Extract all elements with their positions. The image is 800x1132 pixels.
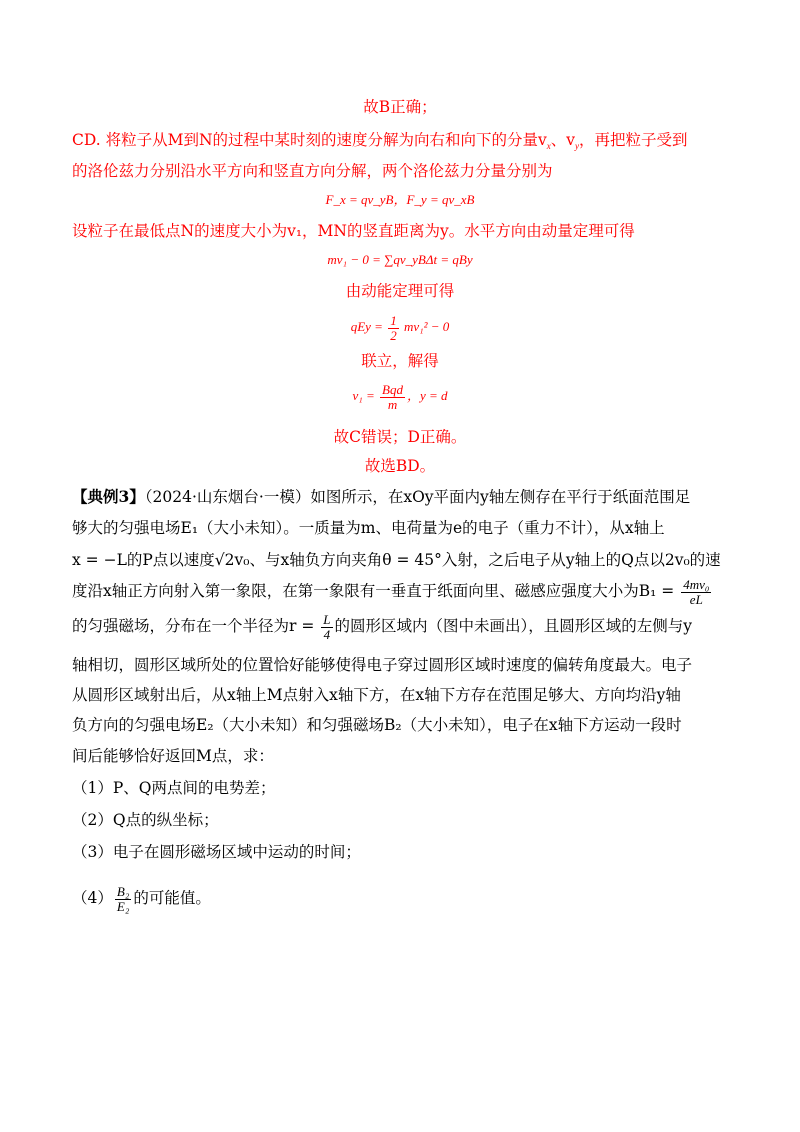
example-line4: 度沿x轴正方向射入第一象限，在第一象限有一垂直于纸面向里、磁感应强度大小为B₁ = $\frac{\text{4mv₀}}{eL}$ [72,576,710,607]
example-line1: 【典例3】（2024·山东烟台·一模）如图所示，在xOy平面内y轴左侧存在平行于纸面范围足 [72,487,691,506]
example-line8: 负方向的匀强电场E₂（大小未知）和匀强磁场B₂（大小未知），电子在x轴下方运动一段时 [72,716,682,734]
combine-label: 联立，解得 [361,352,439,370]
answer-cd-line2: 的洛伦兹力分别沿水平方向和竖直方向分解，两个洛伦兹力分量分别为 [72,162,553,180]
example-line5: 的匀强磁场，分布在一个半径为r = $\frac{L}{4}$ 的圆形区域内（图中未画出），且圆形区域的左侧与y [72,611,693,642]
answer-cd-line1: CD. 将粒子从M到N的过程中某时刻的速度分解为向右和向下的分量$v_x$、$v_y$，再把粒子受到 [72,131,688,152]
question-4: （4） $\frac{\text{B₂}}{\text{E₂}}$ 的可能值。 [72,883,211,914]
equation-momentum: mv₁ − 0 = ∑qv_yBΔt = qBy [327,252,473,267]
question-3: （3）电子在圆形磁场区域中运动的时间； [72,843,361,861]
energy-theorem-label: 由动能定理可得 [345,282,455,300]
example-line7: 从圆形区域射出后，从x轴上M点射入x轴下方，在x轴下方存在范围足够大、方向均沿y轴 [72,686,681,704]
example-line6: 轴相切，圆形区域所处的位置恰好能够使得电子穿过圆形区域时速度的偏转角度最大。电子 [72,656,693,674]
example-line9: 间后能够恰好返回M点，求： [72,747,274,765]
equation-forces: F_x = qv_yB，F_y = qv_xB [325,192,475,207]
example-title: 【典例3】 [72,487,145,506]
conclusion-c-d: 故C错误；D正确。 [333,428,467,446]
equation-result: v₁ = $\frac{\text{Bqd}}{m}$ ，y = d [352,381,448,412]
answer-b-correct: 故B正确； [363,98,437,116]
example-line3: x = −L的P点以速度√2v₀、与x轴负方向夹角θ = 45°入射，之后电子从y轴上的Q点以2v₀的速 [72,551,721,569]
question-1: （1）P、Q两点间的电势差； [72,779,276,797]
conclusion-bd: 故选BD。 [364,457,436,475]
example-line2: 够大的匀强电场E₁（大小未知）。一质量为m、电荷量为e的电子（重力不计），从x轴上 [72,519,665,537]
equation-energy: qEy = $\frac{1}{2}$ mv₁² − 0 [350,312,450,343]
answer-cd-line3: 设粒子在最低点N的速度大小为v₁，MN的竖直距离为y。水平方向由动量定理可得 [72,222,635,240]
question-2: （2）Q点的纵坐标； [72,811,219,829]
